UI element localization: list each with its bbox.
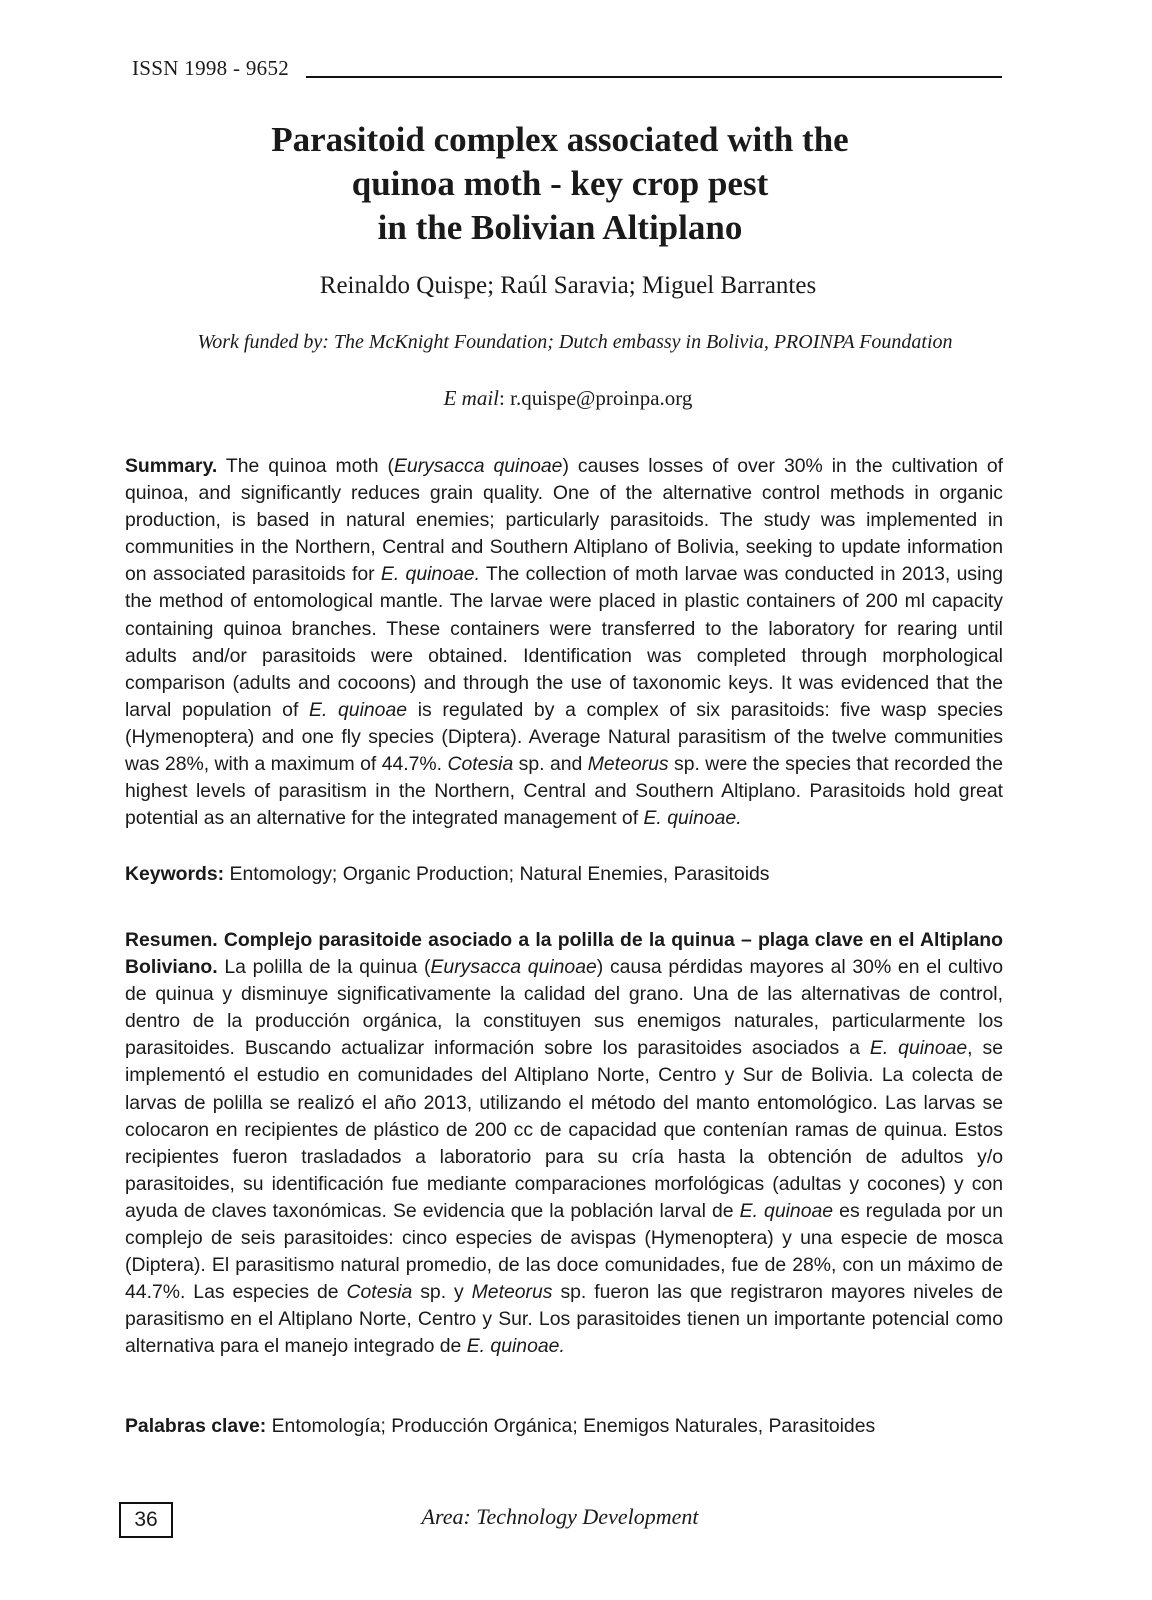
resumen-text: sp. y [412, 1281, 472, 1304]
palabras-clave-label: Palabras clave: [125, 1415, 267, 1437]
species-name: E. quinoae. [380, 563, 480, 586]
header-bar [132, 56, 1002, 86]
contact-email [150, 386, 986, 411]
species-name: E. quinoae. [643, 807, 742, 830]
resumen-heading: Resumen. Complejo parasitoide asociado a la polilla de la quinua – plaga clave en el Altiplano Boliviano. [125, 929, 1003, 979]
resumen-paragraph [125, 927, 1003, 1361]
email-address: : r.quispe@proinpa.org [499, 386, 693, 410]
species-name: Cotesia [447, 753, 514, 776]
paper-title [150, 118, 970, 250]
summary-text: The collection of moth larvae was conducted in 2013, using the method of entomological mantle. The larvae were placed in plastic containers of 200 ml capacity containing quinoa branches. These containers were transferred to the laboratory for rearing until adults and/or parasitoids were obtained. Identification was completed through morphological comparison (adults and cocoons) and through the use of taxonomic keys. It was evidenced that the larval population of [125, 563, 1003, 721]
resumen-text: sp. fueron las que registraron mayores niveles de parasitismo en el Altiplano Norte, Centro y Sur. Los parasitoides tienen un importante potencial como alternativa para el manejo integrado de [125, 1281, 1003, 1358]
palabras-clave-line [125, 1413, 1003, 1440]
footer-area: Area: Technology Development [421, 1504, 699, 1529]
palabras-clave-text: Entomología; Producción Orgánica; Enemigos Naturales, Parasitoides [266, 1415, 876, 1437]
keywords-text: Entomology; Organic Production; Natural Enemies, Parasitoids [224, 863, 770, 885]
page-number: 36 [119, 1502, 173, 1538]
summary-text: ) causes losses of over 30% in the cultivation of quinoa, and significantly reduces grain quality. One of the alternative control methods in organic production, is based in natural enemies; particularly parasitoids. The study was implemented in communities in the Northern, Central and Southern Altiplano of Bolivia, seeking to update information on associated parasitoids for [125, 455, 1003, 586]
email-label: E mail [443, 386, 500, 410]
author-list: Reinaldo Quispe; Raúl Saravia; Miguel Barrantes [319, 272, 817, 299]
species-name: Meteorus [587, 753, 669, 776]
species-name: E. quinoae [309, 698, 408, 721]
summary-text: The quinoa moth ( [217, 455, 394, 477]
species-name: E. quinoae [739, 1199, 834, 1222]
keywords-line [125, 861, 1003, 888]
summary-text: is regulated by a complex of six parasitoids: five wasp species (Hymenoptera) and one fly species (Diptera). Average Natural parasitism of the twelve communities was 28%, with a maximum of 44.7%. [125, 698, 1003, 776]
summary-heading: Summary. [125, 455, 218, 477]
title-line-2: quinoa moth - key crop pest [351, 164, 769, 203]
funding-note: Work funded by: The McKnight Foundation; Dutch embassy in Bolivia, PROINPA Foundation [197, 331, 953, 353]
species-name: Cotesia [346, 1281, 413, 1304]
resumen-text: ) causa pérdidas mayores al 30% en el cultivo de quinua y disminuye significativamente la calidad del grano. Una de las alternativas de control, dentro de la producción orgánica, la constituyen sus enemigos naturales, particularmente los parasitoides. Buscando actualizar información sobre los parasitoides asociados a [125, 956, 1003, 1060]
species-name: Eurysacca quinoae [393, 455, 563, 477]
keywords-label: Keywords: [125, 863, 225, 885]
issn-label: ISSN 1998 - 9652 [132, 56, 290, 80]
header-rule [306, 76, 1002, 78]
resumen-text: , se implementó el estudio en comunidades del Altiplano Norte, Centro y Sur de Bolivia. La colecta de larvas de polilla se realizó el año 2013, utilizando el método del manto entomológico. Las larvas se colocaron en recipientes de plástico de 200 cc de capacidad que contenían ramas de quinua. Estos recipientes fueron trasladados a laboratorio para su cría hasta la obtención de adultos y/o parasitoides, su identificación fue mediante comparaciones morfológicas (adultas y cocones) y con ayuda de claves taxonómicas. Se evidencia que la población larval de [125, 1037, 1003, 1222]
title-line-3: in the Bolivian Altiplano [377, 208, 743, 247]
species-name: E. quinoae. [466, 1335, 565, 1358]
title-line-1: Parasitoid complex associated with the [271, 120, 849, 159]
species-name: Eurysacca quinoae [430, 956, 597, 979]
summary-text: sp. were the species that recorded the highest levels of parasitism in the Northern, Central and Southern Altiplano. Parasitoids hold great potential as an alternative for the integrated management of [125, 753, 1003, 830]
resumen-text: La polilla de la quinua ( [217, 956, 431, 979]
species-name: E. quinoae [869, 1037, 968, 1060]
species-name: Meteorus [471, 1281, 553, 1304]
summary-paragraph [125, 453, 1003, 832]
summary-text: sp. and [513, 753, 588, 776]
resumen-text: es regulada por un complejo de seis parasitoides: cinco especies de avispas (Hymenoptera) y una especie de mosca (Diptera). El parasitismo natural promedio, de las doce comunidades, fue de 28%, con un máximo de 44.7%. Las especies de [125, 1199, 1003, 1304]
